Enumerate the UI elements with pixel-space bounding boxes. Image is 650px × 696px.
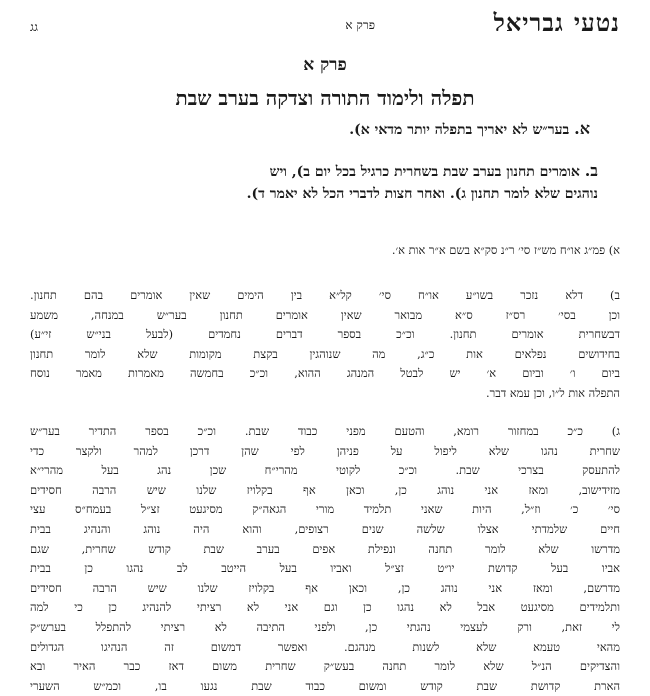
footnote-line: סי׳ כ׳ וז״ל, היות שאני תלמיד מורי הגאה״ק מסיגעט זצ״ל בעמח״ס עצי: [30, 502, 620, 517]
footnote-a: [30, 241, 620, 261]
section-b-line: נוהגים שלא לומר תחנון ג). ואחר חצות לדברי הכל לא יאמר ד).: [246, 186, 598, 202]
footnote-line: וכן בסי׳ רס״ז ס״א מבואר שאין אומרים תחנון בער״ש במנחה, משמע: [30, 307, 620, 322]
footnote-line: שחרית נהגו שלא ליפול על פניהן לפי שהן דרכן למהר ולקצר כדי: [30, 443, 620, 458]
footnote-line: מדרשו שלא לומר תחנה ונפילת אפים בערב שבת קודש שחרית, שגם: [30, 541, 620, 556]
footnote-line: והצדיקים הנ״ל שלא לומר תחנה בעש״ק שחרית משום דאז כבר האיר ובא: [30, 659, 620, 674]
section-a-text: בער״ש לא יאריך בתפלה יותר מדאי א).: [349, 122, 570, 138]
header-title-first: נטעי: [573, 8, 620, 37]
footnote-line: להתעסק בצרכי שבת. וכ״כ לקוטי מהרי״ח שכן נהג בעל מהרי״א: [30, 463, 620, 478]
footnote-line: הארת קדושת שבת קודש ומשום כבוד שבת נגעו בו, וכמ״ש השערי: [30, 678, 620, 693]
chapter-heading: פרק א: [303, 55, 347, 75]
running-header: [22, 8, 620, 36]
section-b-line: [40, 160, 598, 183]
section-b-letter: ב.: [584, 161, 598, 180]
header-page-number: גג: [30, 20, 38, 34]
main-title: תפלה ולימוד התורה וצדקה בערב שבת: [175, 86, 475, 110]
footnote-line: התפלה אות ל״ו, וכן עמא דבר.: [486, 385, 620, 400]
section-a-letter: א.: [574, 119, 590, 138]
section-a-line: [30, 118, 590, 141]
footnote-line: א) פמ״ג או״ח מש״ז סי׳ ר״נ סק״א בשם א״ר אות א׳.: [391, 243, 620, 257]
section-b-text: אומרים תחנון בערב שבת בשחרית כרגיל בכל יום ב), ויש: [269, 164, 580, 180]
footnote-line: ביום ו׳ וביום א׳ יש לבטל המנהג ההוא, וכ״כ בחמשה מאמרות מאמר נוסח: [30, 366, 620, 381]
footnote-line: ב) דלא נזכר בשו״ע או״ח סי׳ קל״א בין הימים שאין אומרים בהם תחנון.: [30, 288, 620, 302]
footnote-line: ותלמידים מסיגעט אבל לא נהגו כן וגם אני לא רציתי להנהיג כן כי למה: [30, 600, 620, 615]
footnote-line: חיים שלמדתי אצלו שלשה שנים רצופים, והוא היה נוהג והנהיג בבית: [30, 521, 620, 536]
footnote-line: דבשחרית אומרים תחנון. וכ״כ בספר דברים נחמדים (לבעל בני״ש זי״ע): [30, 327, 620, 342]
header-chapter: פרק א: [345, 18, 375, 32]
footnote-b: [30, 286, 620, 404]
footnote-line: לי זאת, ורק לעצמי נהגתי כן, ולפני התיבה לא רציתי להתפלל בערש״ק: [30, 619, 620, 634]
footnote-line: מזידישוב, ומאז אני נוהג כן, וכאן אף בקלויז שלנו שיש הרבה חסידים: [30, 482, 620, 497]
footnote-line: ג) כ״כ במחזור רומא, והטעם מפני כבוד שבת. וכ״כ בספר התדיר בער״ש: [30, 424, 620, 438]
section-b: [40, 160, 598, 205]
header-title: [484, 8, 620, 38]
footnote-line: בחידושים נפלאים אות כ״ג, מה שנוהגין בקצת מקומות שלא לומר תחנון: [30, 346, 620, 361]
footnote-line: אביו בעל קדושת יו״ט זצ״ל ואביו בעל הייטב לב נהגו כן בבית: [30, 561, 620, 576]
footnote-line: מדרשם, ומאז אני נוהג כן, וכאן אף בקלויז שלנו שיש הרבה חסידים: [30, 580, 620, 595]
header-title-second: גבריאל: [493, 8, 564, 37]
footnote-line: מהאי טעמא שלא לשנות מנהגם. ואפשר דמשום זה הנהיגו הגדולים: [30, 639, 620, 654]
section-a: [30, 118, 590, 141]
footnote-c: [30, 422, 620, 696]
